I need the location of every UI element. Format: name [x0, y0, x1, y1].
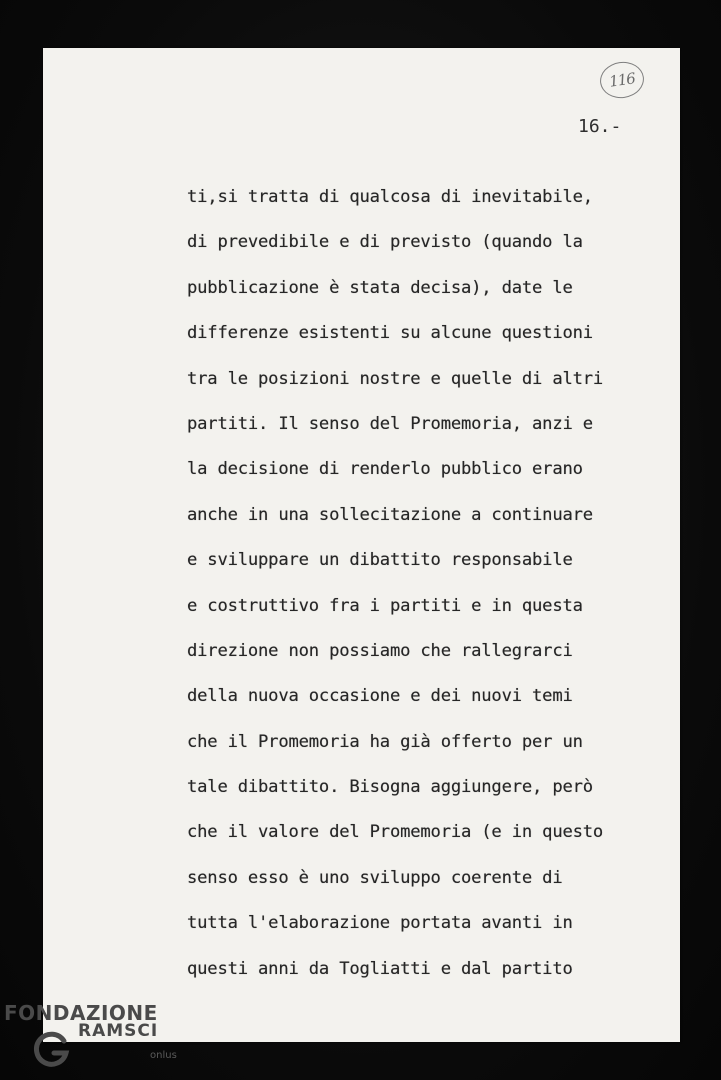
typed-text-body [187, 180, 677, 997]
text-line: direzione non possiamo che rallegrarci [187, 640, 573, 661]
watermark-line-1: FONDAZIONE [4, 1001, 158, 1025]
page-number: 16.- [578, 116, 622, 137]
text-line: la decisione di renderlo pubblico erano [187, 459, 583, 480]
watermark-line-2: RAMSCI [78, 1021, 159, 1041]
gramsci-g-logo-icon [32, 1029, 72, 1069]
text-line: differenze esistenti su alcune questioni [187, 323, 593, 344]
watermark-line-3: onlus [150, 1050, 177, 1061]
text-line: ti,si tratta di qualcosa di inevitabile, [187, 187, 593, 207]
fondazione-gramsci-watermark [4, 1001, 194, 1075]
text-line: partiti. Il senso del Promemoria, anzi e [187, 413, 593, 434]
text-line: tutta l'elaborazione portata avanti in [187, 913, 573, 934]
text-line: e sviluppare un dibattito responsabile [187, 550, 573, 571]
text-line: tra le posizioni nostre e quelle di altri [187, 368, 604, 389]
text-line: anche in una sollecitazione a continuare [187, 504, 593, 525]
text-line: tale dibattito. Bisogna aggiungere, però [187, 777, 593, 798]
archive-number-stamp: 116 [598, 59, 647, 101]
text-line: questi anni da Togliatti e dal partito [187, 958, 573, 979]
text-line: pubblicazione è stata decisa), date le [187, 277, 573, 298]
text-line: e costruttivo fra i partiti e in questa [187, 595, 583, 616]
text-line: di prevedibile e di previsto (quando la [187, 232, 583, 253]
text-line: che il valore del Promemoria (e in questo [187, 822, 604, 843]
text-line: che il Promemoria ha già offerto per un [187, 731, 583, 752]
text-line: senso esso è uno sviluppo coerente di [187, 867, 563, 888]
text-line: della nuova occasione e dei nuovi temi [187, 686, 573, 707]
